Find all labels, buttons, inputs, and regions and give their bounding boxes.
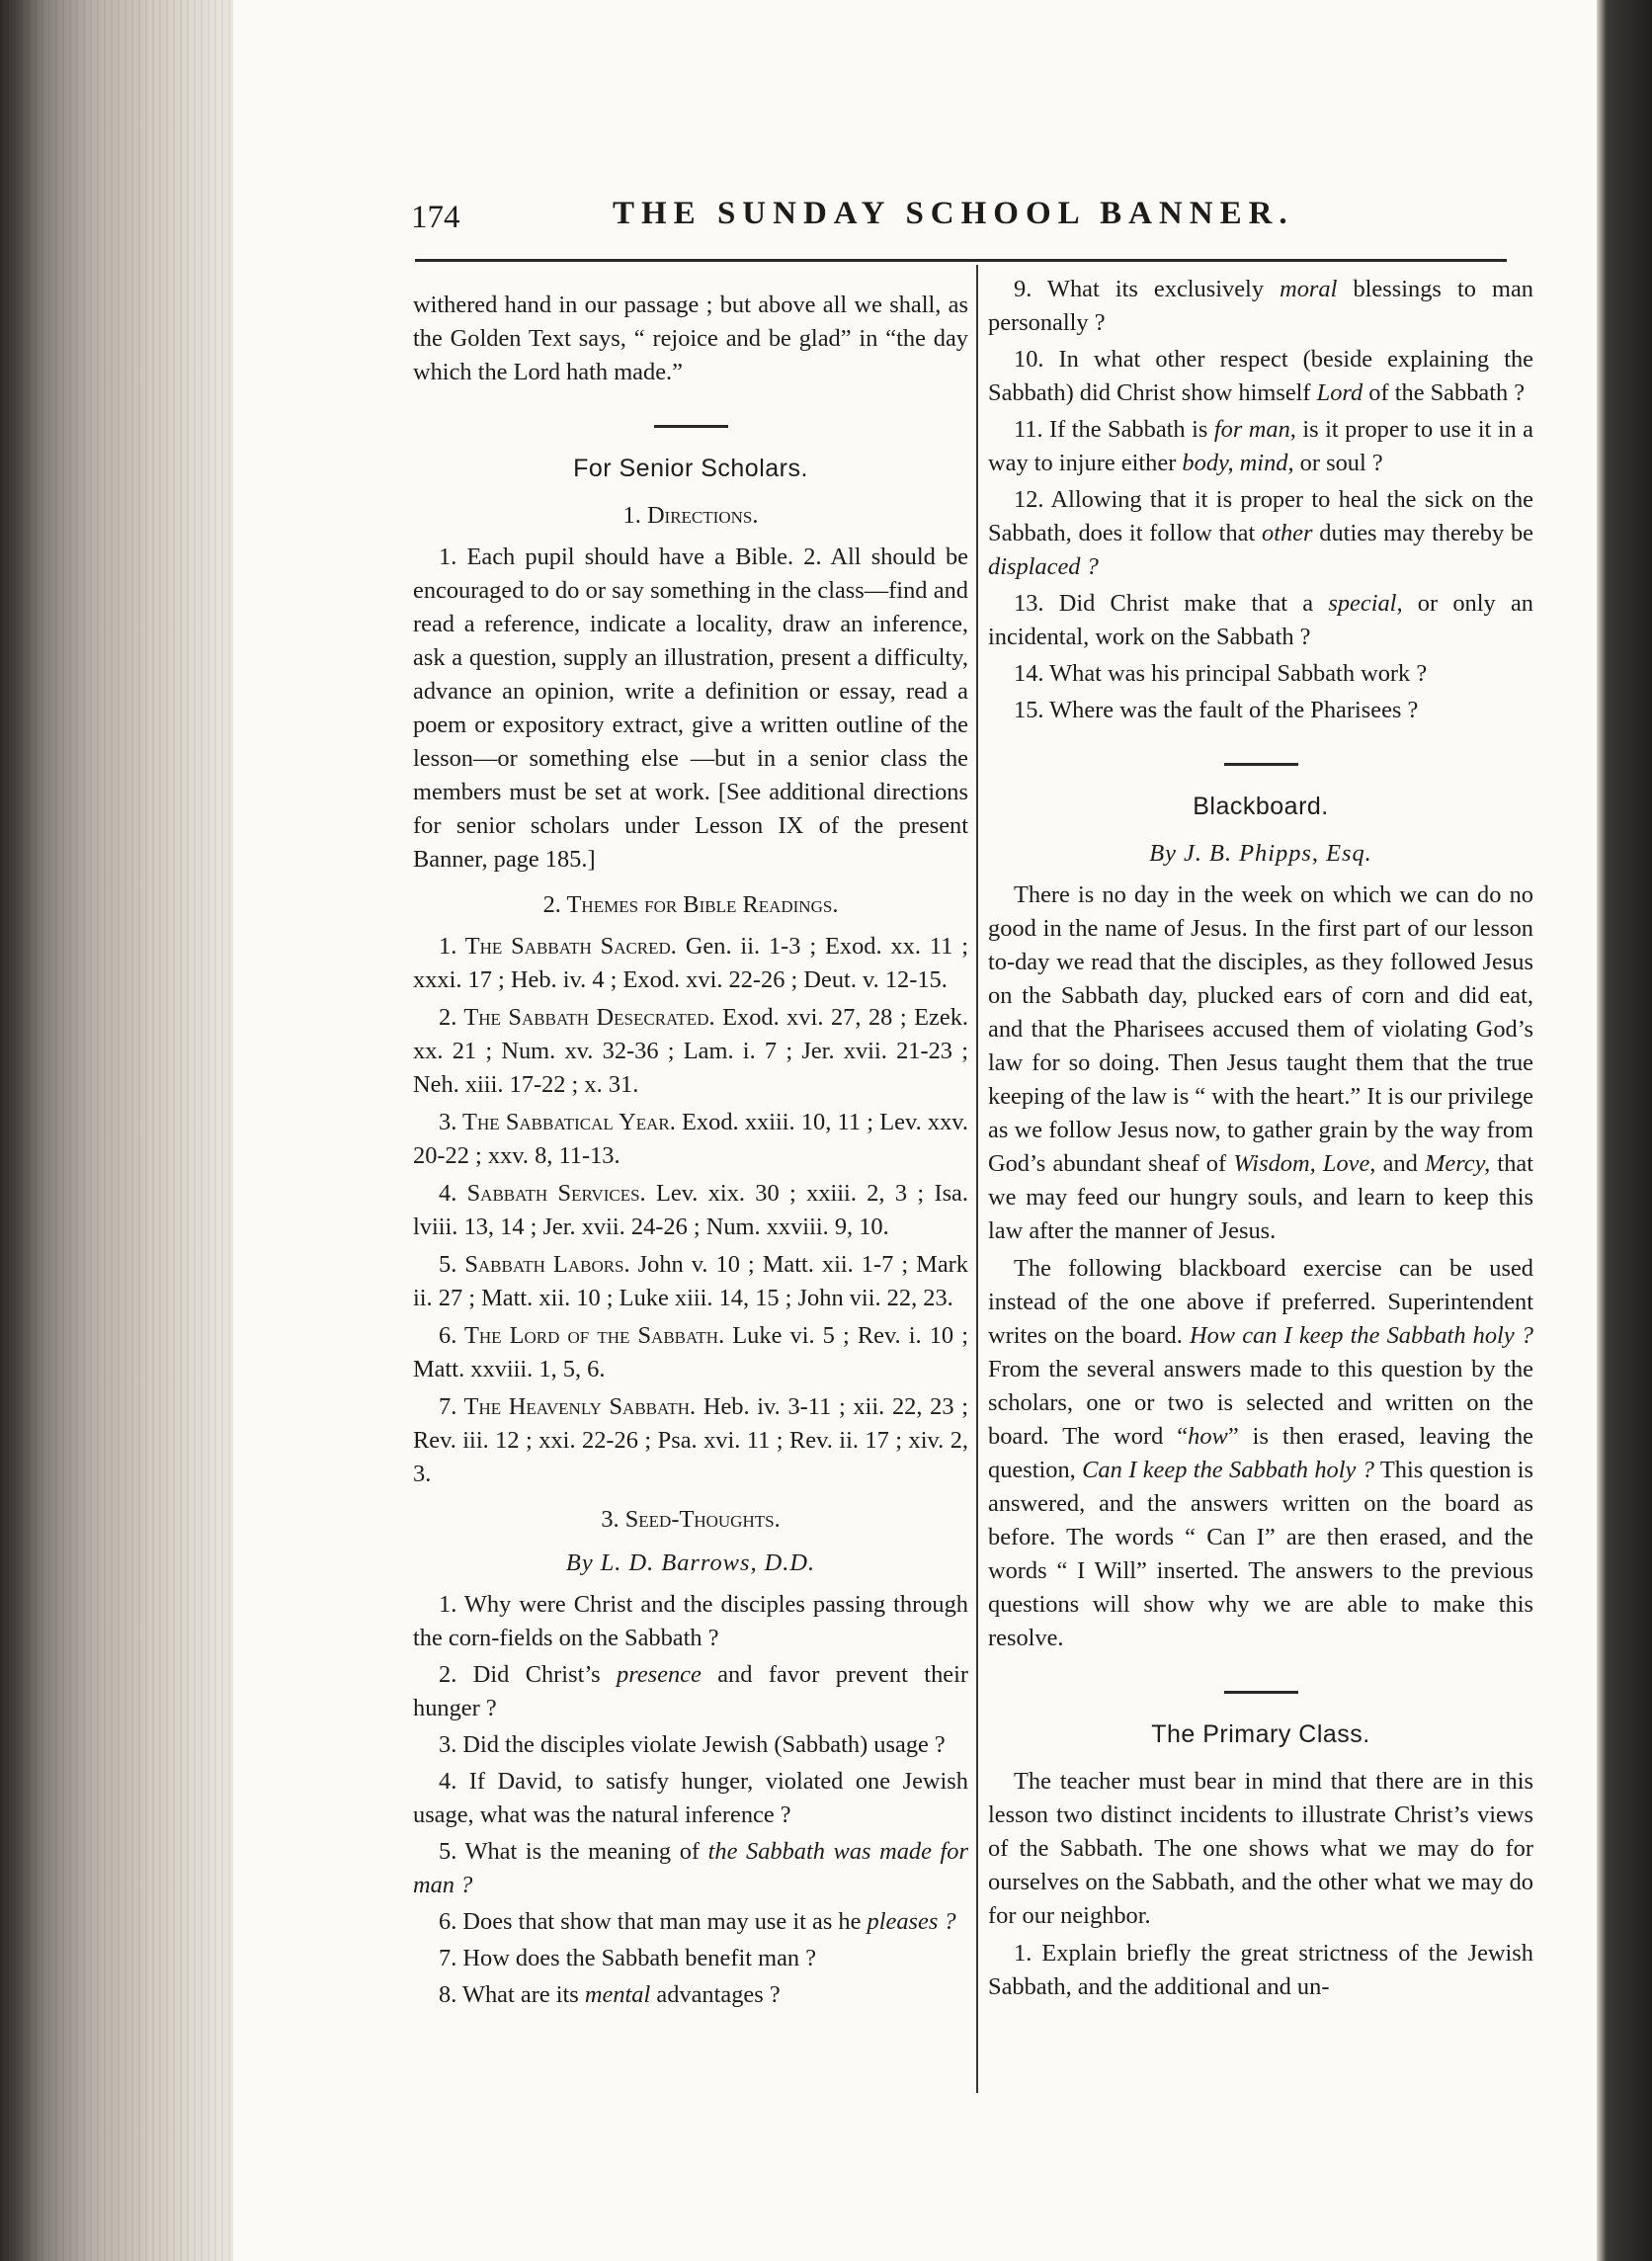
question-emphasis: special, xyxy=(1328,590,1403,617)
question-emphasis: other xyxy=(1262,520,1313,546)
theme-references: Lev. xix. 30 ; xxiii. 2, 3 ; Isa. lviii. 13, 14 ; Jer. xvii. 24-26 ; Num. xxviii. 9, 10. xyxy=(413,1180,968,1240)
theme-title: 3. The Sabbatical Year. xyxy=(439,1109,676,1135)
theme-title: 6. The Lord of the Sabbath. xyxy=(439,1322,725,1349)
question-text: 14. What was his principal Sabbath work ? xyxy=(1014,660,1428,687)
question-text: or only an incidental, work on the Sabbath ? xyxy=(988,590,1533,650)
question-item xyxy=(988,413,1533,480)
theme-title: 5. Sabbath Labors. xyxy=(439,1251,630,1278)
right-questions-list xyxy=(988,273,1533,727)
senior-scholars-heading: For Senior Scholars. xyxy=(573,455,808,482)
theme-title: 2. The Sabbath Desecrated. xyxy=(439,1004,715,1031)
running-title: THE SUNDAY SCHOOL BANNER. xyxy=(613,196,1294,231)
theme-item xyxy=(413,1319,968,1386)
question-emphasis: presence xyxy=(617,1661,702,1688)
theme-references: Exod. xvi. 27, 28 ; Ezek. xx. 21 ; Num. xv. 32-36 ; Lam. i. 7 ; Jer. xvii. 21-23 ; Neh. xiii. 17-22 ; x. 31. xyxy=(413,1004,968,1098)
question-item xyxy=(988,483,1533,584)
theme-item xyxy=(413,1248,968,1315)
theme-title: 4. Sabbath Services. xyxy=(439,1180,646,1207)
question-text: 11. If the Sabbath is xyxy=(1014,416,1214,443)
right-column xyxy=(988,273,1533,2008)
question-item xyxy=(988,273,1533,340)
left-column xyxy=(413,289,968,2015)
directions-heading: 1. Directions. xyxy=(622,502,759,529)
question-emphasis: mental xyxy=(584,1981,651,2008)
blackboard-heading: Blackboard. xyxy=(1193,793,1329,820)
theme-title: 7. The Heavenly Sabbath. xyxy=(439,1393,697,1420)
question-text: 12. Allowing that it is proper to heal the sick on the Sabbath, does it follow that xyxy=(988,486,1533,546)
theme-item xyxy=(413,1001,968,1102)
section-ornament xyxy=(654,425,728,428)
question-text: 5. What is the meaning of xyxy=(439,1838,708,1865)
themes-list xyxy=(413,930,968,1491)
right-page-edge xyxy=(1597,0,1652,2261)
blackboard-paragraph-2: The following blackboard exercise can be used instead of the one above if preferred. Superintendent writes on the board. How can I keep the Sabbath holy ? From the several answers made to this question by the scholars, one or two is selected and written on the board. The word “how” is then erased, leaving the question, Can I keep the Sabbath holy ? This question is answered, and the answers written on the board as before. The words “ Can I” are then erased, and the words “ I Will” inserted. The answers to the previous questions will show why we are able to make this resolve. xyxy=(988,1255,1533,1651)
question-text: of the Sabbath ? xyxy=(1363,379,1526,406)
question-emphasis: pleases ? xyxy=(867,1908,956,1935)
theme-references: Luke vi. 5 ; Rev. i. 10 ; Matt. xxviii. 1, 5, 6. xyxy=(413,1322,968,1382)
question-item xyxy=(413,1905,968,1939)
question-emphasis: the Sabbath was made for man ? xyxy=(413,1838,968,1898)
theme-references: Exod. xxiii. 10, 11 ; Lev. xxv. 20-22 ; xxv. 8, 11-13. xyxy=(413,1109,968,1169)
blackboard-byline: By J. B. Phipps, Esq. xyxy=(1149,840,1372,867)
question-item xyxy=(988,694,1533,727)
question-emphasis: displaced ? xyxy=(988,553,1099,580)
question-text: advantages ? xyxy=(650,1981,781,2008)
section-ornament xyxy=(1224,763,1298,766)
theme-item xyxy=(413,1177,968,1244)
theme-references: Gen. ii. 1-3 ; Exod. xx. 11 ; xxxi. 17 ; Heb. iv. 4 ; Exod. xvi. 22-26 ; Deut. v. 12-15. xyxy=(413,933,968,993)
question-emphasis: body, mind, xyxy=(1182,450,1294,476)
question-text: blessings to man personally ? xyxy=(988,276,1533,336)
question-text: 15. Where was the fault of the Pharisees ? xyxy=(1014,697,1419,723)
question-text: 4. If David, to satisfy hunger, violated one Jewish usage, what was the natural inference ? xyxy=(413,1768,968,1828)
question-text: and favor prevent their hunger ? xyxy=(413,1661,968,1721)
left-questions-list xyxy=(413,1588,968,2012)
theme-references: Heb. iv. 3-11 ; xii. 22, 23 ; Rev. iii. 12 ; xxi. 22-26 ; Psa. xvi. 11 ; Rev. ii. 17 ; xiv. 2, 3. xyxy=(413,1393,969,1487)
question-item xyxy=(988,587,1533,654)
question-item xyxy=(413,1835,968,1902)
question-text: 7. How does the Sabbath benefit man ? xyxy=(439,1945,817,1971)
directions-paragraph: 1. Each pupil should have a Bible. 2. All should be encouraged to do or say something in the class—find and read a reference, indicate a locality, draw an inference, ask a question, supply an illustration, present a difficulty, advance an opinion, write a definition or essay, read a poem or expository extract, give a written outline of the lesson—or something else —but in a senior class the members must be set at work. [See additional directions for senior scholars under Lesson IX of the present Banner, page 185.] xyxy=(413,544,968,873)
question-text: 2. Did Christ’s xyxy=(439,1661,618,1688)
blackboard-paragraph-1: There is no day in the week on which we can do no good in the name of Jesus. In the first part of our lesson to-day we read that the disciples, as they followed Jesus on the Sabbath day, plucked ears of corn and did eat, and that the Pharisees accused them of violating God’s law for so doing. Then Jesus taught them that the true keeping of the law is “ with the heart.” It is our privilege as we follow Jesus now, to gather grain by the way from God’s abundant sheaf of Wisdom, Love, and Mercy, that we may feed our hungry souls, and learn to keep this law after the manner of Jesus. xyxy=(988,881,1534,1244)
header-rule xyxy=(415,259,1507,262)
theme-references: John v. 10 ; Matt. xii. 1-7 ; Mark ii. 27 ; Matt. xii. 10 ; Luke xiii. 14, 15 ; John vii. 22, 23. xyxy=(413,1251,968,1311)
question-emphasis: Lord xyxy=(1316,379,1363,406)
question-item xyxy=(413,1728,968,1762)
question-emphasis: moral xyxy=(1280,276,1338,302)
question-text: 8. What are its xyxy=(439,1981,585,2008)
continuation-paragraph: withered hand in our passage ; but above all we shall, as the Golden Text says, “ rejoice and be glad” in “the day which the Lord hath made.” xyxy=(413,292,968,385)
question-text: 3. Did the disciples violate Jewish (Sabbath) usage ? xyxy=(439,1731,946,1758)
book-spine-edge xyxy=(0,0,233,2261)
question-text: 10. In what other respect (beside explaining the Sabbath) did Christ show himself xyxy=(988,346,1533,406)
theme-item xyxy=(413,930,968,997)
primary-paragraph-2: 1. Explain briefly the great strictness of the Jewish Sabbath, and the additional and un- xyxy=(988,1940,1533,2000)
theme-item xyxy=(413,1390,968,1491)
column-divider xyxy=(976,265,978,2093)
seed-thoughts-heading: 3. Seed-Thoughts. xyxy=(601,1506,781,1533)
question-item xyxy=(988,343,1533,410)
question-item xyxy=(413,1765,968,1832)
question-item xyxy=(413,1978,968,2012)
page-header xyxy=(405,190,1522,239)
question-emphasis: for man, xyxy=(1213,416,1296,443)
primary-class-heading: The Primary Class. xyxy=(1151,1720,1370,1748)
question-item xyxy=(413,1942,968,1975)
question-text: 9. What its exclusively xyxy=(1014,276,1280,302)
question-text: duties may thereby be xyxy=(1312,520,1533,546)
question-item xyxy=(413,1658,968,1725)
primary-paragraph-1: The teacher must bear in mind that there are in this lesson two distinct incidents to illustrate Christ’s views of the Sabbath. The one shows what we may do for ourselves on the Sabbath, and the other what we may do for our neighbor. xyxy=(988,1768,1533,1929)
question-text: is it proper to use it in a way to injure either xyxy=(988,416,1533,476)
theme-title: 1. The Sabbath Sacred. xyxy=(439,933,677,960)
themes-heading: 2. Themes for Bible Readings. xyxy=(542,891,839,918)
question-item xyxy=(988,657,1533,691)
question-text: 13. Did Christ make that a xyxy=(1014,590,1329,617)
question-text: or soul ? xyxy=(1293,450,1383,476)
section-ornament xyxy=(1224,1691,1298,1694)
question-item xyxy=(413,1588,968,1655)
question-text: 6. Does that show that man may use it as he xyxy=(439,1908,867,1935)
theme-item xyxy=(413,1106,968,1173)
seed-thoughts-byline: By L. D. Barrows, D.D. xyxy=(565,1549,816,1576)
question-text: 1. Why were Christ and the disciples passing through the corn-fields on the Sabbath ? xyxy=(413,1591,968,1651)
page-number: 174 xyxy=(411,200,460,235)
